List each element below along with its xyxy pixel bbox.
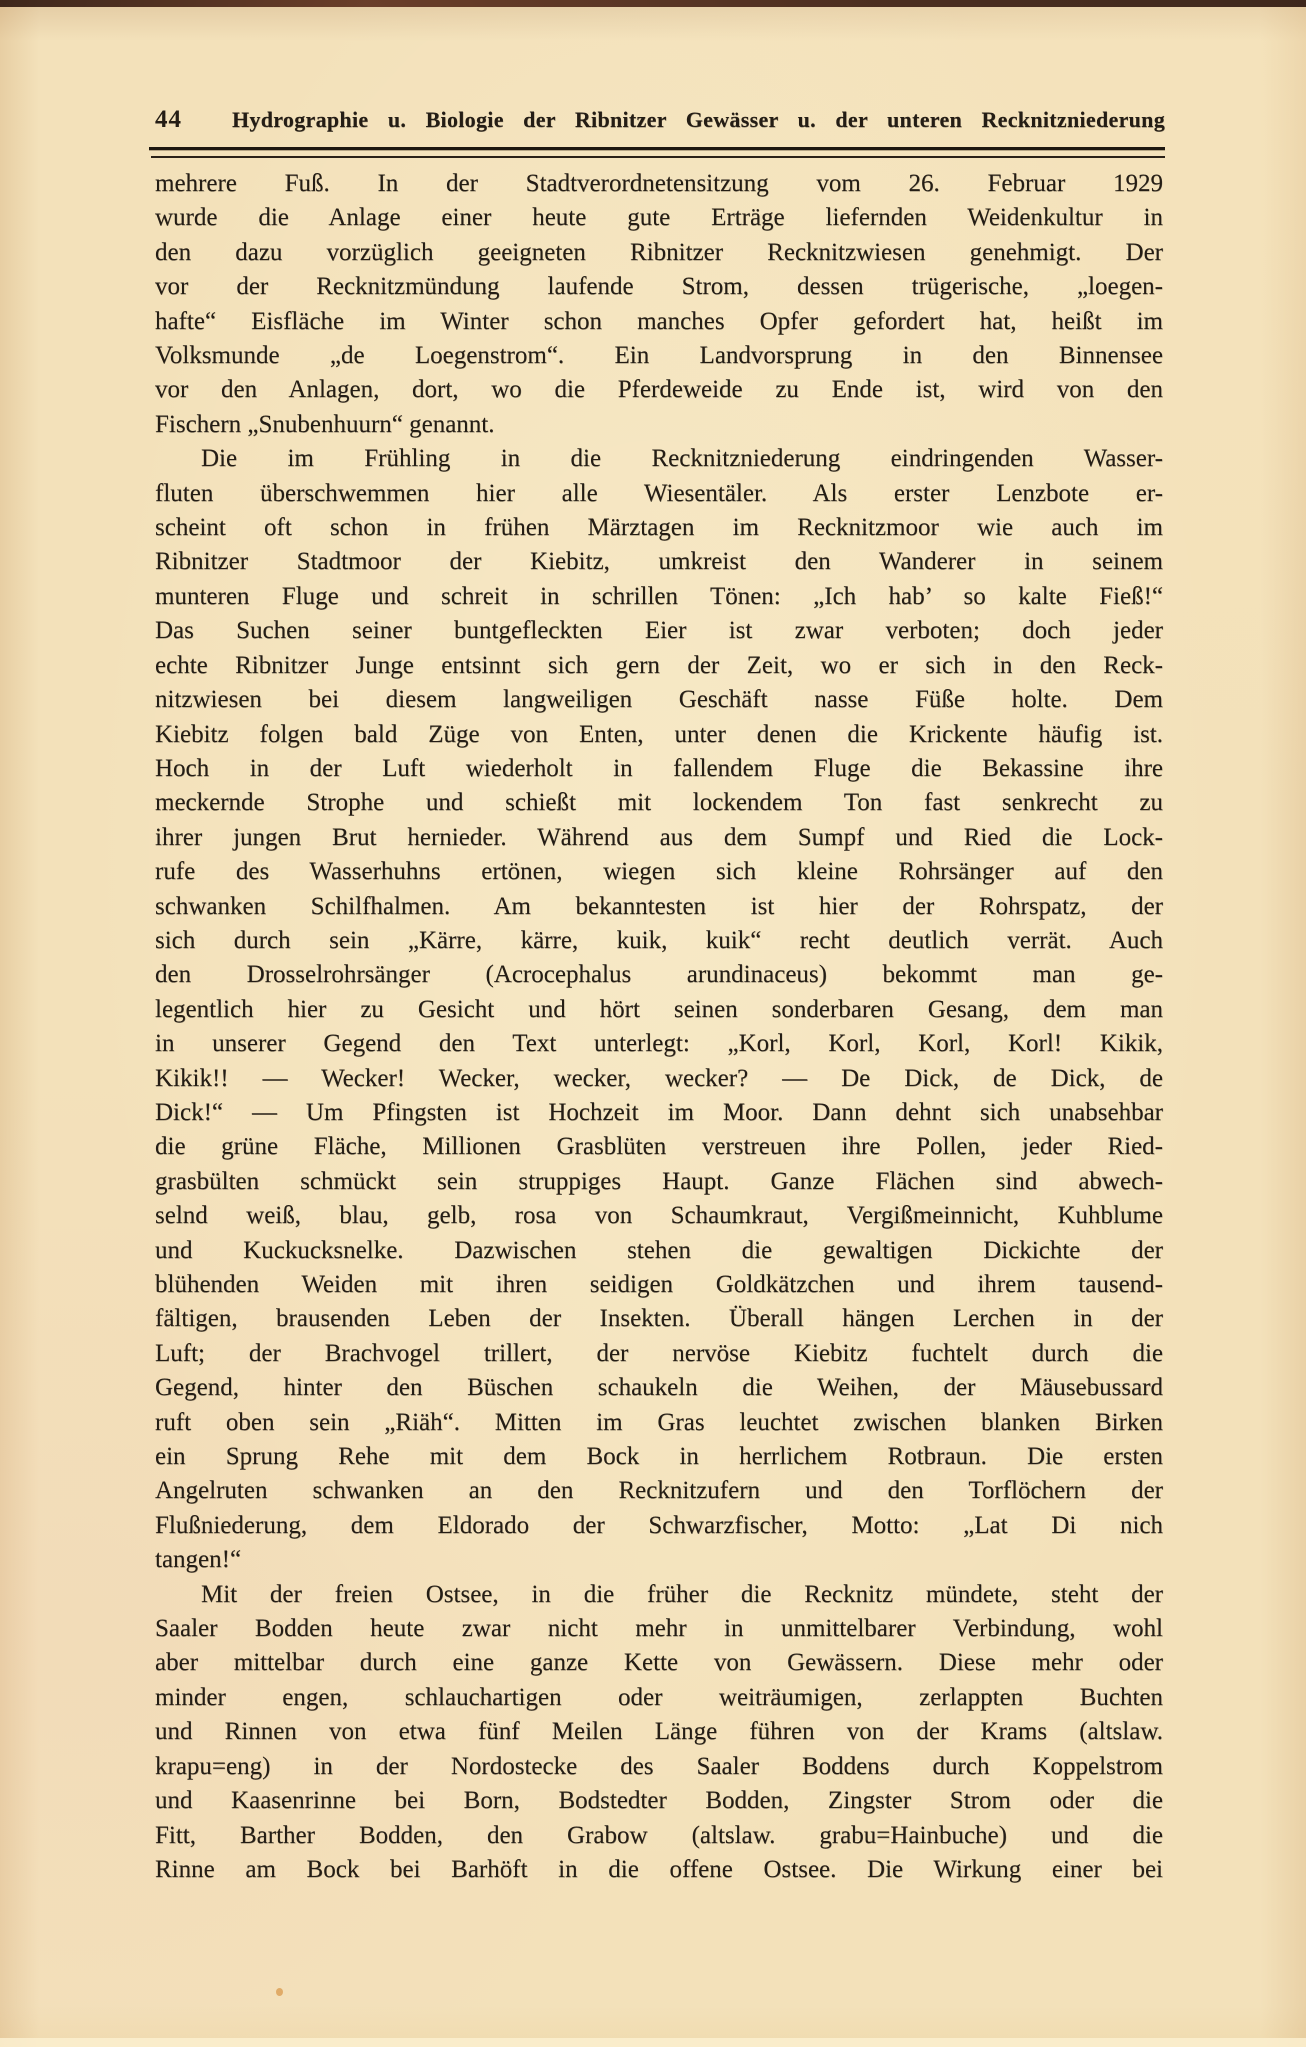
text-line: schwanken Schilfhalmen. Am bekanntesten ist hier der Rohrspatz, der [155,892,1163,920]
text-line: hafte“ Eisfläche im Winter schon manches Opfer gefordert hat, heißt im [155,307,1163,335]
page-header [155,106,1165,134]
text-line: krapu=eng) in der Nordostecke des Saaler Boddens durch Koppelstrom [155,1752,1163,1780]
text-line: legentlich hier zu Gesicht und hört seinen sonderbaren Gesang, dem man [155,995,1163,1023]
text-line: wurde die Anlage einer heute gute Erträge liefernden Weidenkultur in [155,204,1163,232]
text-line: munteren Fluge und schreit in schrillen Tönen: „Ich hab’ so kalte Fieß!“ [155,582,1163,610]
text-line: echte Ribnitzer Junge entsinnt sich gern der Zeit, wo er sich in den Reck- [155,651,1163,679]
text-line: fluten überschwemmen hier alle Wiesentäler. Als erster Lenzbote er- [155,479,1163,507]
text-line: den Drosselrohrsänger (Acrocephalus arundinaceus) bekommt man ge- [155,961,1163,989]
text-line: den dazu vorzüglich geeigneten Ribnitzer Recknitzwiesen genehmigt. Der [155,238,1163,266]
text-line: ihrer jungen Brut hernieder. Während aus dem Sumpf und Ried die Lock- [155,823,1163,851]
text-line: und Rinnen von etwa fünf Meilen Länge führen von der Krams (altslaw. [155,1718,1163,1746]
page-number: 44 [155,106,182,133]
text-line: sich durch sein „Kärre, kärre, kuik, kuik“ recht deutlich verrät. Auch [155,926,1163,954]
header-rule-thick [149,147,1165,150]
text-line: und Kuckucksnelke. Dazwischen stehen die gewaltigen Dickichte der [155,1236,1163,1264]
text-line: aber mittelbar durch eine ganze Kette von Gewässern. Diese mehr oder [155,1649,1163,1677]
text-line: Kiebitz folgen bald Züge von Enten, unter denen die Krickente häufig ist. [155,720,1163,748]
text-line: Fischern „Snubenhuurn“ genannt. [155,410,495,438]
text-line: meckernde Strophe und schießt mit lockendem Ton fast senkrecht zu [155,789,1163,817]
text-line: blühenden Weiden mit ihren seidigen Goldkätzchen und ihrem tausend- [155,1271,1163,1298]
text-line: Dick!“ — Um Pfingsten ist Hochzeit im Moor. Dann dehnt sich unabsehbar [155,1098,1163,1126]
text-line: Luft; der Brachvogel trillert, der nervöse Kiebitz fuchtelt durch die [155,1339,1163,1367]
page-body [155,167,1163,1887]
text-line: Das Suchen seiner buntgefleckten Eier ist zwar verboten; doch jeder [155,617,1163,645]
text-line: die grüne Fläche, Millionen Grasblüten verstreuen ihre Pollen, jeder Ried- [155,1133,1163,1161]
text-line: Kikik!! — Wecker! Wecker, wecker, wecker? — De Dick, de Dick, de [155,1064,1163,1092]
text-line: minder engen, schlauchartigen oder weiträumigen, zerlappten Buchten [155,1683,1163,1711]
text-line: Angelruten schwanken an den Recknitzufern und den Torflöchern der [155,1477,1163,1505]
text-line: Gegend, hinter den Büschen schaukeln die Weihen, der Mäusebussard [155,1374,1163,1402]
paragraph [155,442,1163,1577]
text-line: scheint oft schon in frühen Märztagen im Recknitzmoor wie auch im [155,514,1163,542]
text-line: Rinne am Bock bei Barhöft in die offene Ostsee. Die Wirkung einer bei [155,1855,1163,1883]
scan-bottom-edge [0,2038,1306,2047]
running-title: Hydrographie u. Biologie der Ribnitzer Gewässer u. der unteren Recknitzniederung [232,107,1165,132]
header-rule-thin [151,156,1165,158]
text-line: selnd weiß, blau, gelb, rosa von Schaumkraut, Vergißmeinnicht, Kuhblume [155,1202,1163,1230]
text-line: ruft oben sein „Riäh“. Mitten im Gras leuchtet zwischen blanken Birken [155,1408,1163,1436]
text-line: nitzwiesen bei diesem langweiligen Geschäft nasse Füße holte. Dem [155,686,1163,714]
text-line: Hoch in der Luft wiederholt in fallendem Fluge die Bekassine ihre [155,754,1163,782]
text-line: rufe des Wasserhuhns ertönen, wiegen sich kleine Rohrsänger auf den [155,858,1163,886]
text-line: in unserer Gegend den Text unterlegt: „Korl, Korl, Korl, Korl! Kikik, [155,1030,1163,1058]
text-line: Ribnitzer Stadtmoor der Kiebitz, umkreist den Wanderer in seinem [155,548,1163,576]
text-line: fältigen, brausenden Leben der Insekten. Überall hängen Lerchen in der [155,1305,1163,1333]
text-line: vor der Recknitzmündung laufende Strom, dessen trügerische, „loegen- [155,273,1163,301]
text-line: Fitt, Barther Bodden, den Grabow (altslaw. grabu=Hainbuche) und die [155,1821,1163,1849]
text-line: Mit der freien Ostsee, in die früher die Recknitz mündete, steht der [201,1580,1163,1608]
text-line: und Kaasenrinne bei Born, Bodstedter Bodden, Zingster Strom oder die [155,1787,1163,1815]
text-line: ein Sprung Rehe mit dem Bock in herrlichem Rotbraun. Die ersten [155,1443,1163,1471]
text-line: tangen!“ [155,1546,242,1574]
text-line: grasbülten schmückt sein struppiges Haupt. Ganze Flächen sind abwech- [155,1167,1163,1195]
text-line: mehrere Fuß. In der Stadtverordnetensitzung vom 26. Februar 1929 [155,170,1163,197]
paragraph [155,1578,1163,1888]
text-line: Flußniederung, dem Eldorado der Schwarzfischer, Motto: „Lat Di nich [155,1511,1163,1539]
text-line: Die im Frühling in die Recknitzniederung eindringenden Wasser- [201,445,1163,473]
paper-speck [276,1988,283,1996]
paragraph [155,167,1163,442]
text-line: Volksmunde „de Loegenstrom“. Ein Landvorsprung in den Binnensee [155,342,1163,370]
scan-top-edge [0,0,1306,7]
text-line: Saaler Bodden heute zwar nicht mehr in unmittelbarer Verbindung, wohl [155,1615,1163,1643]
text-line: vor den Anlagen, dort, wo die Pferdeweide zu Ende ist, wird von den [155,376,1163,404]
